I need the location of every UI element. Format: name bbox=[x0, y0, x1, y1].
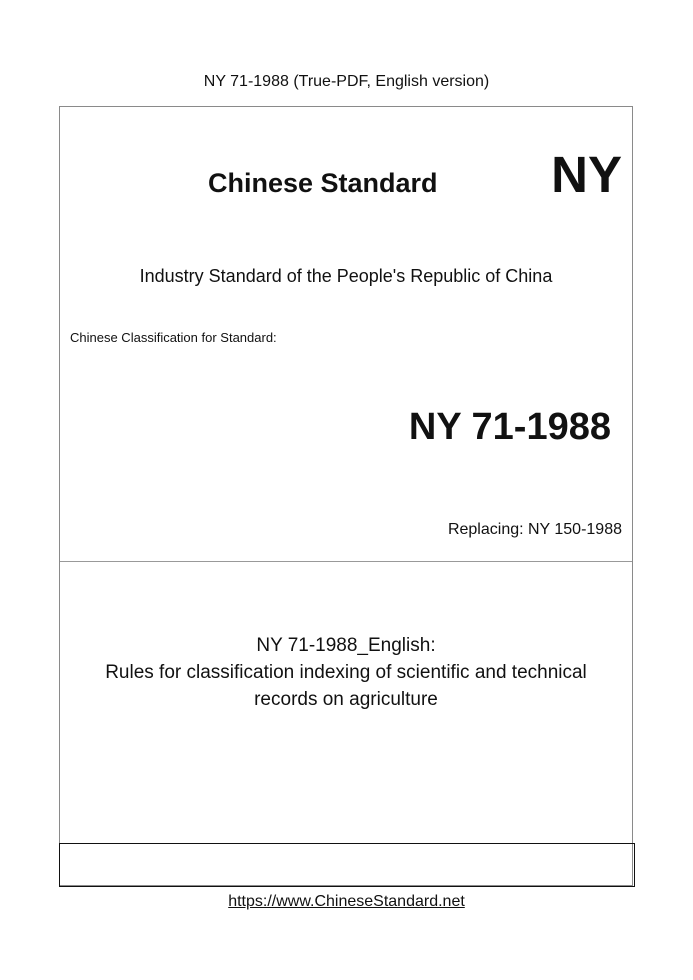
website-link[interactable]: https://www.ChineseStandard.net bbox=[228, 893, 465, 910]
bottom-empty-box bbox=[59, 843, 635, 887]
document-title-line-1: NY 71-1988_English: bbox=[256, 635, 436, 656]
page-header: NY 71-1988 (True-PDF, English version) bbox=[203, 73, 490, 90]
cover-title: Chinese Standard bbox=[208, 168, 438, 198]
standard-code: NY bbox=[551, 146, 622, 203]
document-title-line-3: records on agriculture bbox=[254, 689, 438, 710]
cover-frame bbox=[59, 106, 633, 886]
replacing-note: Replacing: NY 150-1988 bbox=[447, 521, 622, 538]
classification-label: Chinese Classification for Standard: bbox=[70, 330, 277, 345]
section-divider bbox=[60, 561, 632, 562]
document-title bbox=[60, 632, 632, 713]
document-title-line-2: Rules for classification indexing of scientific and technical bbox=[105, 662, 587, 683]
industry-standard-line: Industry Standard of the People's Republic of China bbox=[139, 266, 553, 286]
standard-number: NY 71-1988 bbox=[408, 406, 611, 448]
footer bbox=[0, 892, 693, 912]
